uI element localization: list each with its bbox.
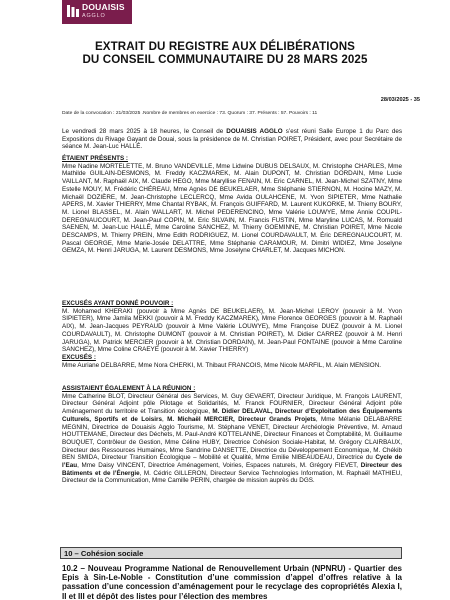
document-title-line1: EXTRAIT DU REGISTRE AUX DÉLIBÉRATIONS xyxy=(94,40,356,53)
present-members-section xyxy=(62,155,402,255)
document-title-line2: DU CONSEIL COMMUNAUTAIRE DU 28 MARS 2025 xyxy=(82,53,368,66)
assistants-bold-3: Cycle de l’Eau xyxy=(62,454,402,470)
intro-paragraph xyxy=(62,128,402,151)
present-heading: ÉTAIENT PRÉSENTS : xyxy=(62,155,129,162)
assistants-text-2: , xyxy=(161,415,168,423)
intro-text-2: s’est réuni Salle Europe 1 du Parc des Expositions du Rivage Gayant de Douai, sous la présidence de M. Christian POIRET, Président, avec pour Secrétaire de séance M. Jean-Luc HALLÉ. xyxy=(62,128,403,151)
assistants-text-4: , Mme Daisy VINCENT, Directrice Aménagement, Voiries, Espaces naturels, M. Grégory FIEVET, xyxy=(77,462,361,470)
excused-heading: EXCUSÉS : xyxy=(62,354,96,361)
intro-agglo-name: DOUAISIS AGGLO xyxy=(226,128,283,135)
section-header-bar xyxy=(60,547,402,559)
proxy-members-section xyxy=(62,300,402,354)
assistants-bold-2: M. Michaël MERCIER, Directeur Grands Projets xyxy=(167,415,316,423)
present-members-list: Mme Nadine MORTELETTE, M. Bruno VANDEVILLE, Mme Lidwine DUBUS DELSAUX, M. Christophe CHARLES, Mme Mathilde GUILAIN-DESMONS, M. Freddy KACZMAREK, M. Alain DUPONT, M. Christian DORDAIN, Mme Lucie VAILLANT, M. Raphaël AIX, M. Claude HEGO, Mme Maryllise FENAIN, M. Eric CARNEL, M. Jean-Michel SZATNY, Mme Estelle MOUY, M. Frédéric CHÉREAU, Mme Agnès DE BEUKELAER, Mme Stéphanie STIERNON, M. Hocine MAZY, M. Michaël DOZIÈRE, M. Jean-Christophe LECLERCQ, Mme Avida OULAHCENE, M. Yvon SIPIETER, Mme Nathalie APERS, M. Xavier THIERRY, Mme Chantal RYBAK, M. François GUIFFARD, M. Laurent KUKORKE, M. Thierry BOURY, M. Lionel BLASSEL, M. Alain WALLART, M. Michel PEDERENCINO, Mme Valérie LOUWYE, Mme Annie COUPIL-DEREGNAUCOURT, M. Jean-Paul COPIN, M. Eric SILVAIN, M. Francis FUSTIN, Mme Maryline LUCAS, M. Romuald SAENEN, M. Jean-Luc HALLÉ, Mme Caroline SANCHEZ, M. Thierry GOEMINNE, M. Christian POIRET, Mme Nicole DESCAMPS, M. Thierry PREIN, Mme Edith RODRIGUEZ, M. Lionel COURDAVAULT, M. Éric DEREGNAUCOURT, M. Pascal GEORGE, Mme Marie-Josée DELATTRE, Mme Stéphanie CARAMOUR, M. Dimitri WIDIEZ, Mme Joselyne GEMZA, M. Henri JARUGA, M. Laurent DESMONS, Mme Joselyne CHARLET, M. Jacques MICHON. xyxy=(62,162,402,255)
assistants-section xyxy=(62,385,402,485)
excused-members-section xyxy=(62,354,402,369)
logo-name: DOUAISIS xyxy=(82,2,125,12)
assistants-text-5: , M. Cédric GILLERON, Directeur Service Technologies Information, M. Raphaël MATHIEU, Directeur de la Communication, Mme Camille PERIN, chargée de mission auprès du DGS. xyxy=(62,469,402,485)
convocation-meta: Date de la convocation : 21/03/2025 .Nombre de membres en exercice : 73. Quorum : 37. Présents : 57. Pouvoirs : 11 xyxy=(62,111,318,116)
intro-text-1: Le vendredi 28 mars 2025 à 18 heures, le Conseil de xyxy=(62,128,227,135)
proxy-heading: EXCUSÉS AYANT DONNÉ POUVOIR : xyxy=(62,300,174,307)
assistants-bold-4: Directeur des Bâtiments et de l’Énergie xyxy=(62,462,402,477)
assistants-text-3: , Mme Mélanie DELABARRE MEGNIN, Directrice de Douaisis Agglo Tourisme, M. Stéphane VENET, Directeur Archéologie Préventive, M. Arnaud HOUTTEMANE, Directeur des Déchets, M. Paul-André KOTTELANNE, Directeur Finances et Comptabilité, M. Guillaume BOUQUET, Contrôleur de Gestion, Mme Céline HUBY, Directrice Cohésion Sociale-Habitat, M. Grégory CLAIRBAUX, Directeur des Ressources Humaines, Mme Sandrine DANSETTE, Directrice du Développement Economique, M. Chékib BEN SMIDA, Directeur Transition Écologique – Mobilité et Qualité, Mme Emilie NIBEAUDEAU, Directrice du xyxy=(62,415,403,462)
assistants-heading: ASSISTAIENT ÉGALEMENT À LA RÉUNION : xyxy=(62,385,196,392)
douaisis-agglo-logo xyxy=(62,0,132,24)
agenda-item-title: 10.2 – Nouveau Programme National de Renouvellement Urbain (NPNRU) - Quartier des Epis à Sin-Le-Noble - Constitution d’une commission d’appel d’offres relative à la passation d’une concession d’aménagement pour le recyclage des copropriétés Alexia I, II et III et dépôt des listes pour l’élection des membres xyxy=(62,564,402,600)
assistants-bold-1: M. Didier DELAVAL, Directeur d’Exploitation des Équipements Culturels, Sportifs et de Loisirs xyxy=(62,408,402,423)
excused-members-list: Mme Auriane DELBARRE, Mme Nora CHERKI, M. Thibaut FRANCOIS, Mme Nicole MARFIL, M. Alain MENSION. xyxy=(62,361,382,369)
deliberation-reference: 28/03/2025 - 35 xyxy=(380,97,420,103)
section-title: 10 – Cohésion sociale xyxy=(64,549,144,558)
logo-mark-icon xyxy=(66,3,80,19)
proxy-members-list: M. Mohamed KHERAKI (pouvoir à Mme Agnès DE BEUKELAER), M. Jean-Michel LEROY (pouvoir à M. Yvon SIPIETER), Mme Jamila MEKKI (pouvoir à M. Freddy KACZMAREK), Mme Florence GEORGES (pouvoir à M. Raphaël AIX), M. Jean-Jacques PEYRAUD (pouvoir à Mme Valérie LOUWYE), Mme Françoise DUEZ (pouvoir à M. Lionel COURDAVAULT), M. Christophe DUMONT (pouvoir à M. Christian POIRET), M. Didier CARREZ (pouvoir à M. Henri JARUGA), M. Patrick MERCIER (pouvoir à M. Christian DORDAIN), M. Jean-Paul FONTAINE (pouvoir à Mme Caroline SANCHEZ), Mme Coline CRAEYE (pouvoir à M. Xavier THIERRY) xyxy=(62,307,402,354)
logo-subtitle: AGGLO xyxy=(82,13,106,19)
assistants-list xyxy=(62,393,402,485)
assistants-text-1: Mme Catherine BLOT, Directeur Général des Services, M. Guy GEVAERT, Directeur Juridique, M. François LAURENT, Directeur Général Adjoint pôle Pilotage et Solidarités, M. Franck FOURNIER, Directeur Général Adjoint pôle Aménagement du territoire et Transition écologique, xyxy=(62,392,402,416)
